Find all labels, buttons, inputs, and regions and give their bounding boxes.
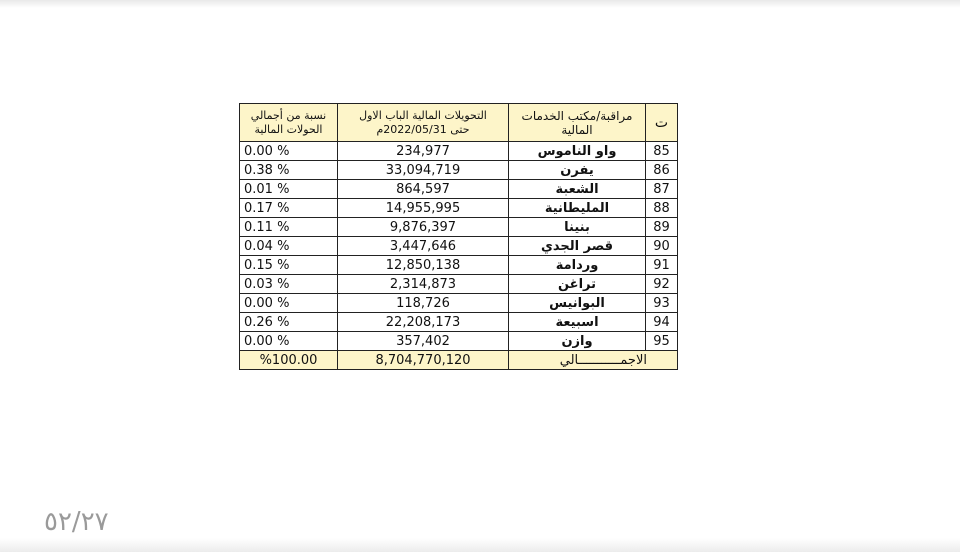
row-office-name: وردامة [509, 256, 646, 275]
row-percent: 0.00 % [240, 332, 338, 351]
table-row [240, 199, 678, 218]
table-header-row [240, 104, 678, 142]
row-amount: 9,876,397 [338, 218, 509, 237]
table-row [240, 256, 678, 275]
table-row [240, 237, 678, 256]
row-office-name: البوانيس [509, 294, 646, 313]
row-amount: 357,402 [338, 332, 509, 351]
top-edge-shadow [0, 0, 960, 8]
row-percent: 0.15 % [240, 256, 338, 275]
row-office-name: المليطانية [509, 199, 646, 218]
row-amount: 14,955,995 [338, 199, 509, 218]
row-amount: 22,208,173 [338, 313, 509, 332]
row-percent: 0.03 % [240, 275, 338, 294]
row-amount: 33,094,719 [338, 161, 509, 180]
row-percent: 0.17 % [240, 199, 338, 218]
row-office-name: تراغن [509, 275, 646, 294]
header-amount-line2: حتى 2022/05/31م [376, 122, 470, 136]
row-index: 90 [646, 237, 678, 256]
table-row [240, 332, 678, 351]
row-office-name: قصر الجدي [509, 237, 646, 256]
row-office-name: يفرن [509, 161, 646, 180]
row-amount: 3,447,646 [338, 237, 509, 256]
row-percent: 0.38 % [240, 161, 338, 180]
page-number: ٥٢/٢٧ [44, 507, 109, 537]
table-row [240, 142, 678, 161]
total-row [240, 351, 678, 370]
row-index: 86 [646, 161, 678, 180]
financial-transfers-table [239, 103, 678, 370]
row-percent: 0.11 % [240, 218, 338, 237]
table-row [240, 275, 678, 294]
row-index: 91 [646, 256, 678, 275]
row-index: 93 [646, 294, 678, 313]
bottom-edge-shadow [0, 538, 960, 552]
row-percent: 0.26 % [240, 313, 338, 332]
row-office-name: بنينا [509, 218, 646, 237]
row-office-name: واو الناموس [509, 142, 646, 161]
row-index: 95 [646, 332, 678, 351]
row-index: 87 [646, 180, 678, 199]
header-percent: نسبة من أجمالي الحولات المالية [240, 104, 338, 142]
table-row [240, 294, 678, 313]
row-amount: 864,597 [338, 180, 509, 199]
row-index: 85 [646, 142, 678, 161]
row-percent: 0.01 % [240, 180, 338, 199]
row-index: 89 [646, 218, 678, 237]
row-index: 92 [646, 275, 678, 294]
table-row [240, 218, 678, 237]
row-office-name: الشعبة [509, 180, 646, 199]
row-office-name: وازن [509, 332, 646, 351]
row-amount: 118,726 [338, 294, 509, 313]
row-percent: 0.04 % [240, 237, 338, 256]
table-row [240, 180, 678, 199]
total-label: الاجمـــــــــــالي [509, 351, 678, 370]
row-percent: 0.00 % [240, 142, 338, 161]
row-index: 88 [646, 199, 678, 218]
table-row [240, 161, 678, 180]
row-amount: 2,314,873 [338, 275, 509, 294]
header-amount [338, 104, 509, 142]
header-amount-line1: التحويلات المالية الباب الاول [359, 108, 487, 122]
table-row [240, 313, 678, 332]
row-index: 94 [646, 313, 678, 332]
row-amount: 12,850,138 [338, 256, 509, 275]
header-office: مراقبة/مكتب الخدمات المالية [509, 104, 646, 142]
header-index: ت [646, 104, 678, 142]
row-percent: 0.00 % [240, 294, 338, 313]
row-office-name: اسبيعة [509, 313, 646, 332]
row-amount: 234,977 [338, 142, 509, 161]
total-percent: %100.00 [240, 351, 338, 370]
total-amount: 8,704,770,120 [338, 351, 509, 370]
